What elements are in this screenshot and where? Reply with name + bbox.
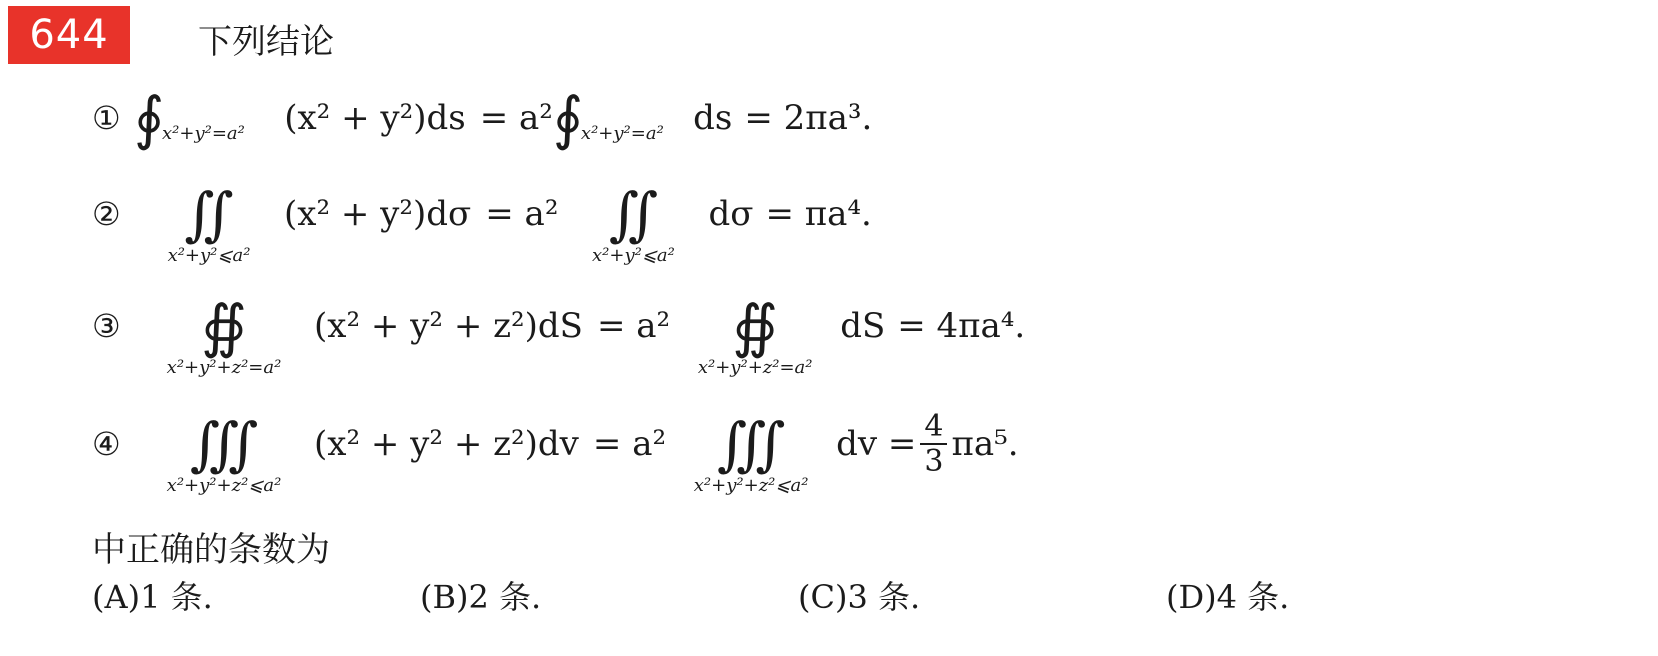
equals-coefficient: = a² <box>479 98 553 138</box>
statement-1 <box>92 84 873 152</box>
statement-4 <box>92 409 1019 496</box>
choice-c[interactable]: (C)3 条. <box>798 578 921 616</box>
problem-number: 644 <box>29 12 109 58</box>
integral-domain: x²+y²+z²⩽a² <box>693 475 809 496</box>
right-integrand: dS <box>840 306 886 346</box>
integral-operator: ∭ x²+y²+z²⩽a² <box>693 410 809 496</box>
choice-d[interactable]: (D)4 条. <box>1166 578 1290 616</box>
statement-3 <box>92 292 1026 378</box>
fraction-denominator: 3 <box>924 444 944 479</box>
integrand: (x² + y²)dσ <box>284 194 472 234</box>
problem-title: 下列结论 <box>198 22 334 62</box>
choice-a[interactable]: (A)1 条. <box>92 578 213 616</box>
statement-marker: ① <box>92 99 121 137</box>
result: = 4πa⁴. <box>897 306 1026 346</box>
result: πa⁵. <box>951 424 1019 464</box>
integral-domain: x²+y²+z²=a² <box>166 357 282 378</box>
integral-domain: x²+y²+z²⩽a² <box>166 475 282 496</box>
right-integrand: dσ <box>708 194 754 234</box>
fraction <box>920 410 947 478</box>
integral-domain: x²+y²=a² <box>162 123 245 144</box>
equals-coefficient: = a² <box>596 306 671 346</box>
integrand: (x² + y² + z²)dS <box>314 306 583 346</box>
statement-marker: ② <box>92 195 121 233</box>
right-integrand: ds <box>693 98 733 138</box>
integral-operator: ∬ x²+y²⩽a² <box>592 180 675 266</box>
result: = 2πa³. <box>744 98 873 138</box>
integral-operator: ∮ x²+y²=a² <box>134 84 245 152</box>
integral-operator: ∮ x²+y²=a² <box>552 84 664 152</box>
integral-operator: ∬ x²+y²⩽a² <box>167 180 251 266</box>
fraction-numerator: 4 <box>920 410 947 445</box>
integral-domain: x²+y²⩽a² <box>167 245 251 266</box>
integral-domain: x²+y²=a² <box>580 123 664 144</box>
integral-domain: x²+y²⩽a² <box>592 245 675 266</box>
integrand: (x² + y²)ds <box>284 98 466 138</box>
question-text: 中正确的条数为 <box>92 530 330 570</box>
equals-coefficient: = a² <box>592 424 667 464</box>
statement-marker: ③ <box>92 307 121 345</box>
integral-operator: ∯ x²+y²+z²=a² <box>697 292 813 378</box>
integrand: (x² + y² + z²)dv <box>314 424 579 464</box>
integral-operator: ∭ x²+y²+z²⩽a² <box>166 410 282 496</box>
equals-coefficient: = a² <box>485 194 559 234</box>
integral-domain: x²+y²+z²=a² <box>697 357 813 378</box>
right-integrand: dv = <box>836 424 917 464</box>
choice-b[interactable]: (B)2 条. <box>420 578 542 616</box>
statement-marker: ④ <box>92 425 121 463</box>
integral-operator: ∯ x²+y²+z²=a² <box>166 292 282 378</box>
statement-2 <box>92 180 872 266</box>
result: = πa⁴. <box>765 194 872 234</box>
problem-number-badge <box>8 6 130 64</box>
